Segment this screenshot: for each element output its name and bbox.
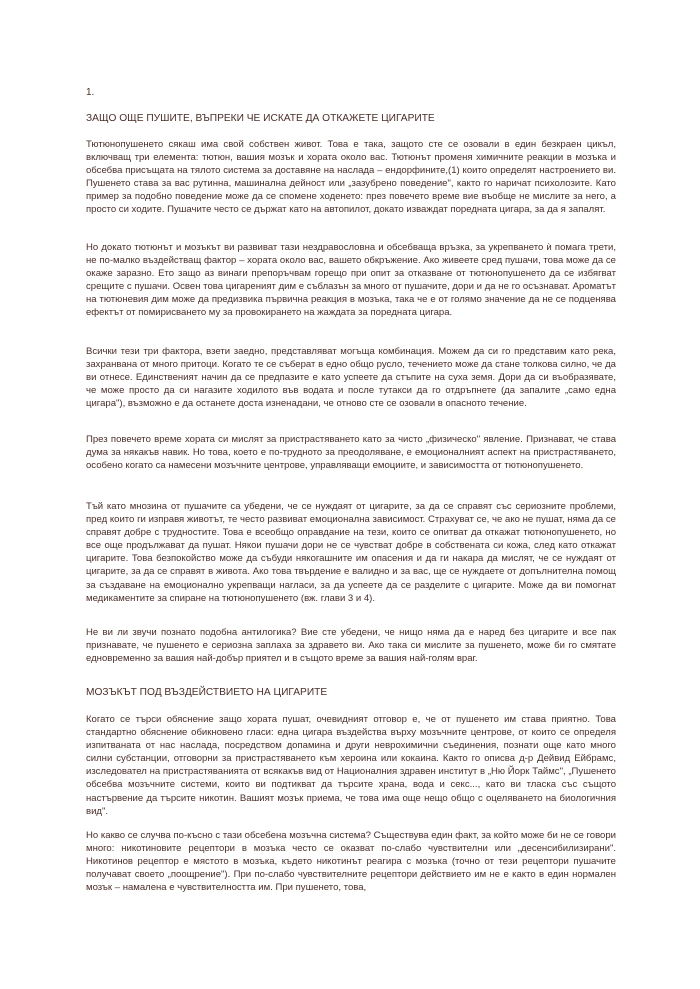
section-heading-brain: МОЗЪКЪТ ПОД ВЪЗДЕЙСТВИЕТО НА ЦИГАРИТЕ — [86, 687, 328, 698]
paragraph: Но какво се случва по-късно с тази обсебена мозъчна система? Съществува един факт, за който може би не се говори много: никотиновите рецептори в мозъка често се оказват по-слабо чувствителни или „десенсибилизирани". Никотинов рецептор е мястото в мозъка, където никотинът реагира с мозъка (точно от тези рецептори пушачите получават своето „поощрение"). При по-слабо чувствителните рецептори действието им не е както в един нормален мозък – намалена е чувствителността им. При пушенето, това, — [86, 830, 616, 894]
paragraph: Когато се търси обяснение защо хората пушат, очевидният отговор е, че от пушенето им става приятно. Това стандартно обяснение обикновено гласи: една цигара въздейства върху мозъчните центрове, от които се определя изпитваната от нас наслада, посредством допамина и други неврохимични съединения, познати още като много силни субстанции, отговорни за пристрастяването към хероина или кокаина. Както го описва д-р Дейвид Ейбрамс, изследовател на пристрастяванията от всякакъв вид от Националния здравен институт в „Ню Йорк Таймс", „Пушенето обсебва мозъчните системи, които ви подтикват да търсите храна, вода и секс..., като ви тласка със същото настървение да търсите никотин. Вашият мозък приема, че това има още нещо общо с оцеляването на биологичния вид". — [86, 714, 616, 817]
paragraph: Тъй като мнозина от пушачите са убедени, че се нуждаят от цигарите, за да се справят със сериозните проблеми, пред които ги изправя животът, те често развиват емоционална зависимост. Страхуват се, че ако не пушат, няма да се справят добре с трудностите. Това е всеобщо оправдание на тези, които се опитват да откажат тютюнопушенето, но все още продължават да пушат. Някои пушачи дори не се чувстват добре в собствената си кожа, след като откажат цигарите. Това безпокойство може да събуди някогашните им опасения и да ги накара да мислят, че се нуждаят от цигарите, за да се справят в живота. Ако това твърдение е валидно и за вас, ще се нуждаете от допълнителна помощ за създаване на емоционално укрепващи нагласи, за да успеете да се разделите с цигарите. Може да ви помогнат медикаментите за спиране на тютюнопушенето (вж. глави 3 и 4). — [86, 501, 616, 604]
paragraph: През повечето време хората си мислят за пристрастяването като за чисто „физическо" явление. Признават, че става дума за някакъв навик. Но това, което е по-трудното за преодоляване, е емоционалният аспект на пристрастяването, особено когато са намесени мозъчните центрове, управляващи емоциите, и зависимостта от тютюнопушенето. — [86, 434, 616, 472]
paragraph: Тютюнопушенето сякаш има свой собствен живот. Това е така, защото сте се озовали в един безкраен цикъл, включващ три елемента: тютюн, вашия мозък и хората около вас. Тютюнът променя химичните реакции в мозъка и обсебва присъщата на тялото система за доставяне на наслада – ендорфините,(1) които определят настроението ви. Пушенето става за вас рутинна, машинална дейност или „зазубрено поведение", както го наричат психолозите. Като пример за подобно поведение може да се спомене ходенето: през повечето време вие въобще не мислите за него, а просто си ходите. Пушачите често се държат като на автопилот, докато изваждат поредната цигара, за да я запалят. — [86, 139, 616, 216]
paragraph: Но докато тютюнът и мозъкът ви развиват тази нездравословна и обсебваща връзка, за укрепването ѝ помага трети, не по-малко въздействащ фактор – хората около вас, вашето обкръжение. Ако живеете сред пушачи, това може да се окаже заразно. Ето защо аз винаги препоръчвам горещо при опит за отказване от тютюнопушенето да се избягват срещите с пушачи. Освен това цигареният дим е съблазън за много от пушачите, дори и да не го осъзнават. Ароматът на тютюневия дим може да предизвика първична реакция в мозъка, така че е от голямо значение да не се подценява ефектът от помирисването му за провокирането на жаждата за поредната цигара. — [86, 242, 616, 319]
page-number: 1. — [86, 87, 95, 98]
section-heading-why-smoke: ЗАЩО ОЩЕ ПУШИТЕ, ВЪПРЕКИ ЧЕ ИСКАТЕ ДА ОТКАЖЕТЕ ЦИГАРИТЕ — [86, 113, 435, 124]
paragraph: Не ви ли звучи познато подобна антилогика? Вие сте убедени, че нищо няма да е наред без цигарите и все пак признавате, че пушенето е сериозна заплаха за здравето ви. Ако така си мислите за пушенето, може би го смятате едновременно за вашия най-добър приятел и в същото време за вашия най-голям враг. — [86, 627, 616, 665]
paragraph: Всички тези три фактора, взети заедно, представляват могъща комбинация. Можем да си го представим като река, захранвана от много притоци. Когато те се съберат в едно общо русло, течението може да стане толкова силно, че да ви отнесе. Единственият начин да се предпазите е като успеете да стъпите на суха земя. Дори да си въобразявате, че може просто да си нагазите ходилото във водата и после тутакси да го отдръпнете (да запалите „само една цигара"), възможно е да останете доста изненадани, че отново сте се озовали в опасното течение. — [86, 346, 616, 410]
